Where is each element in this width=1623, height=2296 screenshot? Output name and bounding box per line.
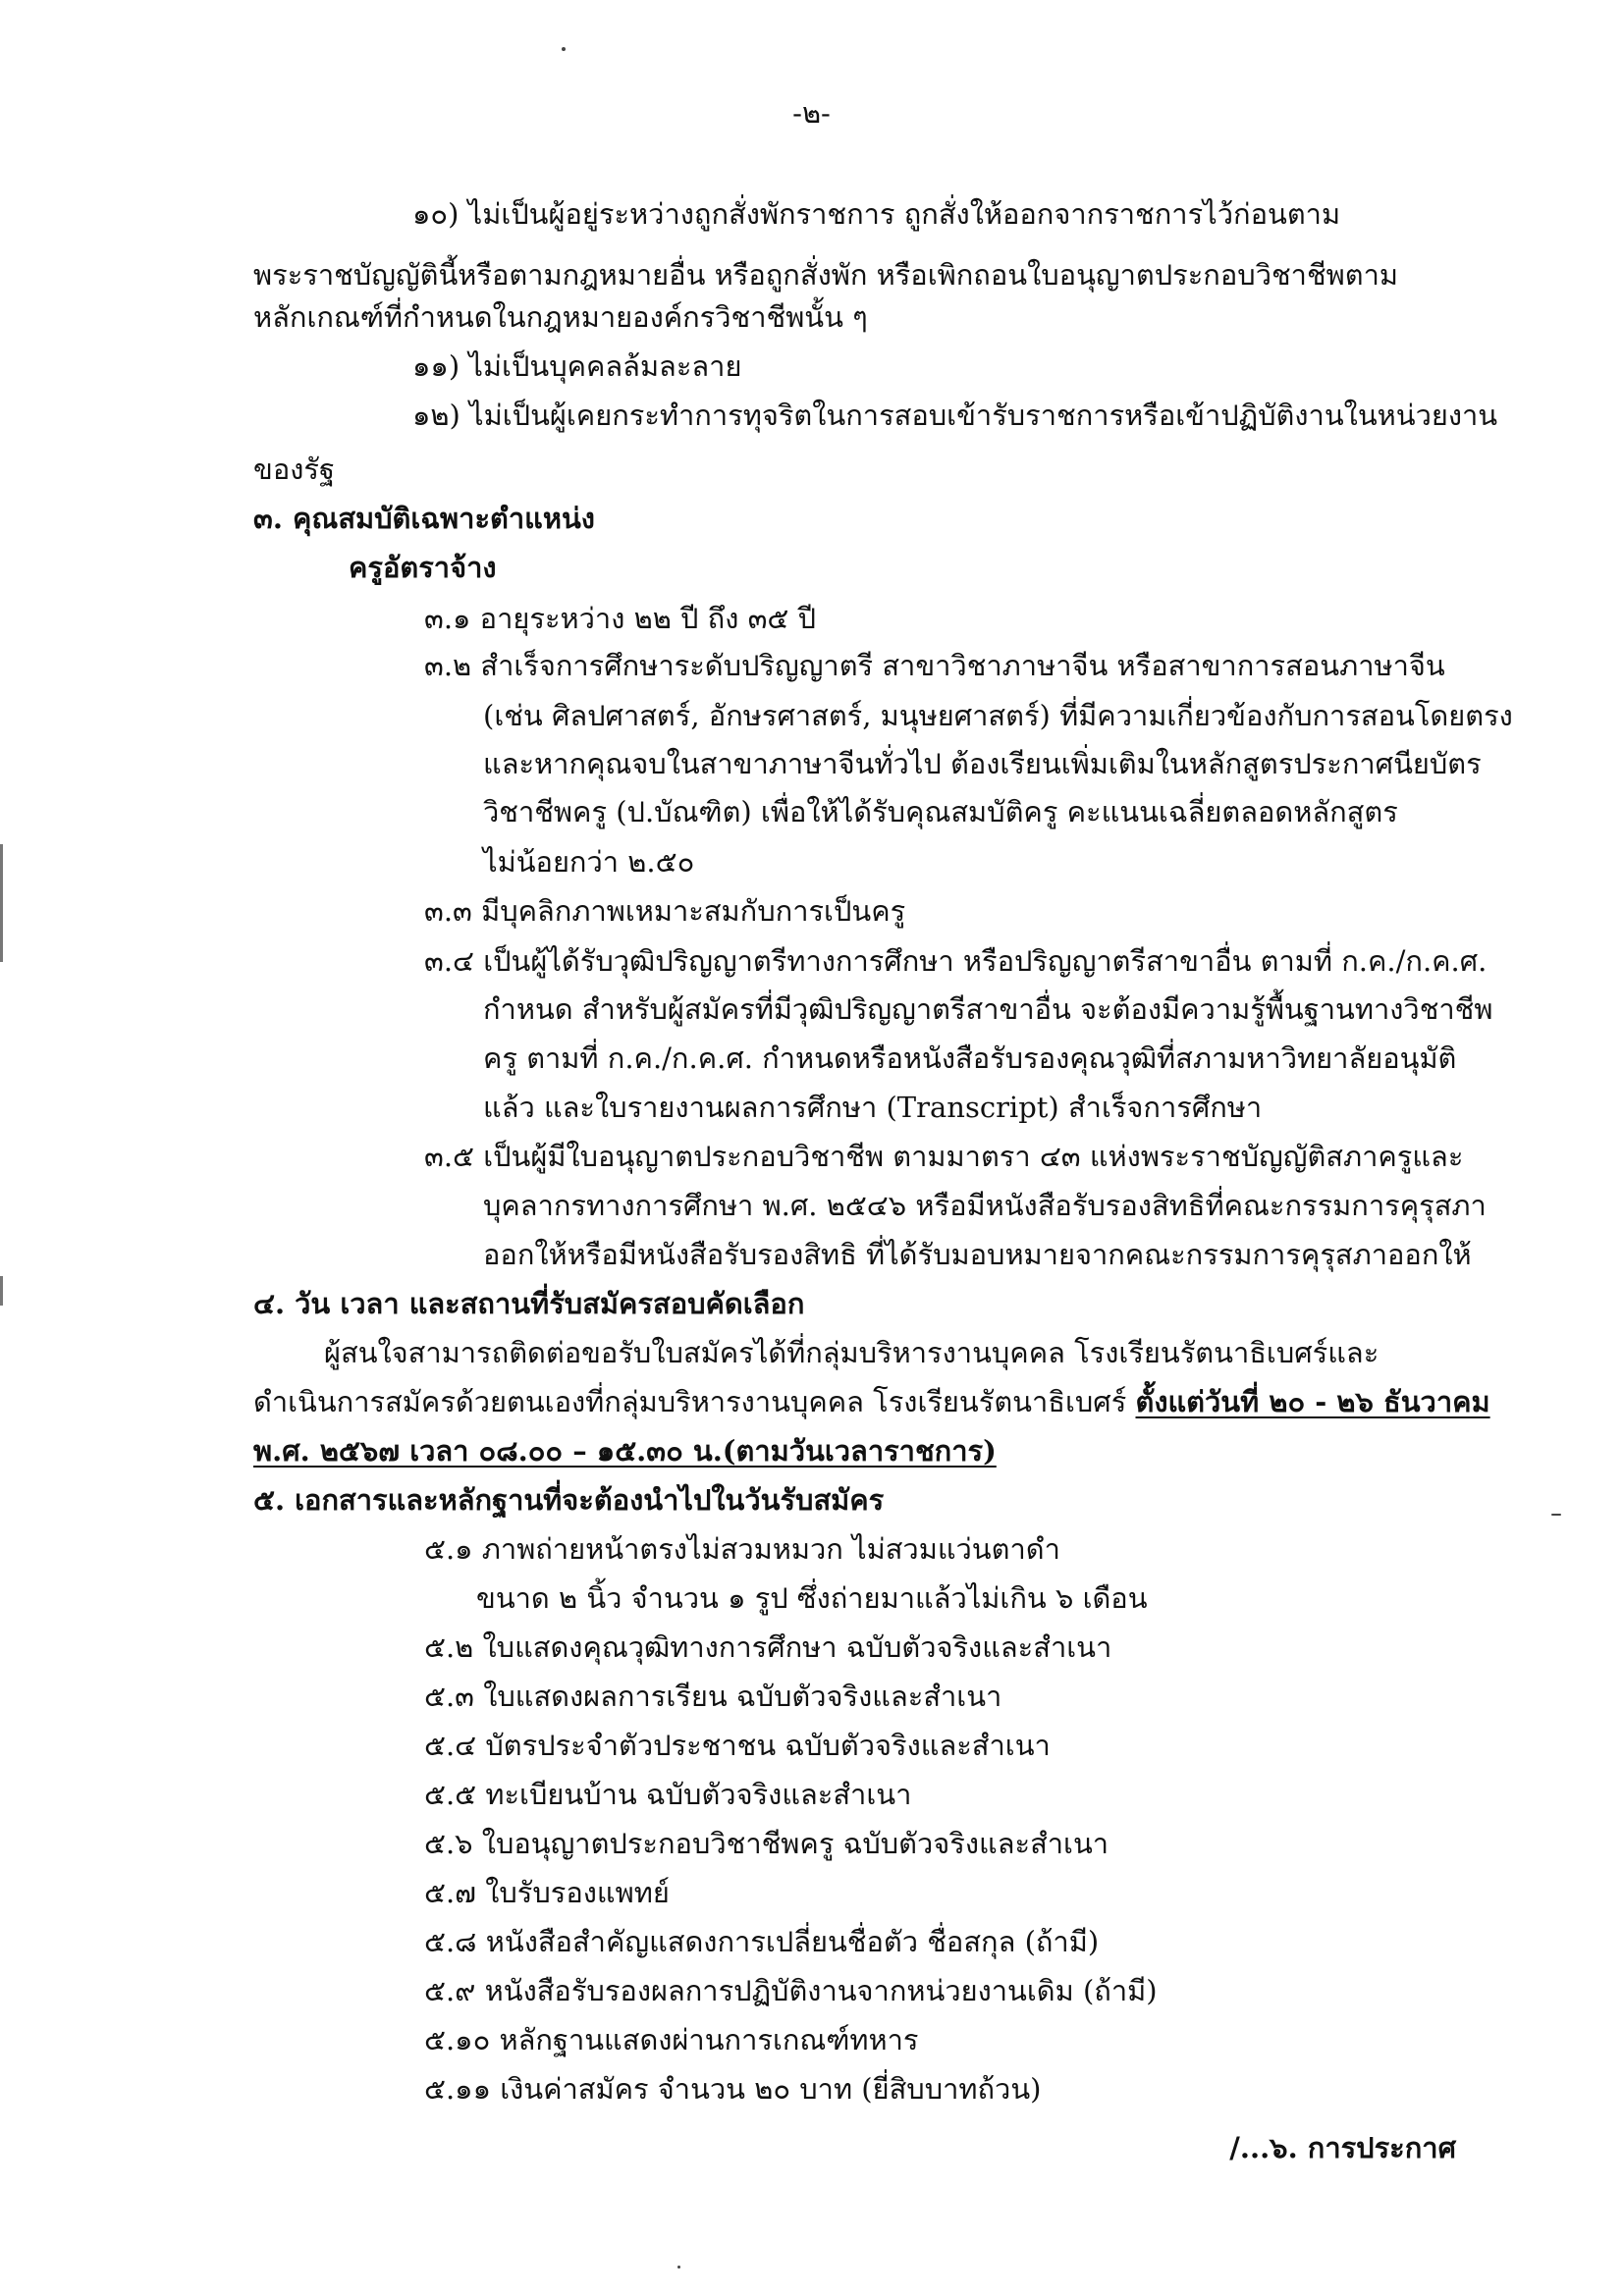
section-4-line-2-text: ดำเนินการสมัครด้วยตนเองที่กลุ่มบริหารงานบุคคล โรงเรียนรัตนาธิเบศร์ [253,1385,1136,1418]
item-5-9: ๕.๙ หนังสือรับรองผลการปฏิบัติงานจากหน่วยงานเดิม (ถ้ามี) [424,1974,1158,2007]
scan-speck [677,2266,680,2269]
item-11: ๑๑) ไม่เป็นบุคคลล้มละลาย [412,349,742,383]
scan-speck [1551,1514,1561,1516]
item-12-line-2: ของรัฐ [253,453,335,486]
item-10-line-1: ๑๐) ไม่เป็นผู้อยู่ระหว่างถูกสั่งพักราชการ ถูกสั่งให้ออกจากราชการไว้ก่อนตาม [412,197,1341,231]
item-5-5: ๕.๕ ทะเบียนบ้าน ฉบับตัวจริงและสำเนา [424,1778,912,1811]
item-3-4-line-1: ๓.๔ เป็นผู้ได้รับวุฒิปริญญาตรีทางการศึกษา หรือปริญญาตรีสาขาอื่น ตามที่ ก.ค./ก.ค.ศ. [424,944,1488,978]
scan-edge-mark [0,844,3,962]
item-3-5-line-2: บุคลากรทางการศึกษา พ.ศ. ๒๕๔๖ หรือมีหนังสือรับรองสิทธิที่คณะกรรมการคุรุสภา [483,1189,1487,1222]
application-time: พ.ศ. ๒๕๖๗ เวลา ๐๘.๐๐ – ๑๕.๓๐ น.(ตามวันเวลาราชการ) [253,1434,997,1468]
scan-speck [562,47,566,51]
item-3-2-line-4: วิชาชีพครู (ป.บัณฑิต) เพื่อให้ได้รับคุณสมบัติครู คะแนนเฉลี่ยตลอดหลักสูตร [483,795,1398,828]
item-10-line-3: หลักเกณฑ์ที่กำหนดในกฎหมายองค์กรวิชาชีพนั้น ๆ [253,300,868,334]
item-5-3: ๕.๓ ใบแสดงผลการเรียน ฉบับตัวจริงและสำเนา [424,1680,1002,1713]
item-5-6: ๕.๖ ใบอนุญาตประกอบวิชาชีพครู ฉบับตัวจริงและสำเนา [424,1827,1109,1860]
page-number: -๒- [792,96,831,130]
continuation-note: /...๖. การประกาศ [1229,2131,1456,2164]
item-5-8: ๕.๘ หนังสือสำคัญแสดงการเปลี่ยนชื่อตัว ชื่อสกุล (ถ้ามี) [424,1925,1100,1958]
item-3-2-line-1: ๓.๒ สำเร็จการศึกษาระดับปริญญาตรี สาขาวิชาภาษาจีน หรือสาขาการสอนภาษาจีน [424,649,1445,682]
item-5-2: ๕.๒ ใบแสดงคุณวุฒิทางการศึกษา ฉบับตัวจริงและสำเนา [424,1630,1112,1664]
section-5-heading: ๕. เอกสารและหลักฐานที่จะต้องนำไปในวันรับสมัคร [253,1483,885,1517]
section-3-heading: ๓. คุณสมบัติเฉพาะตำแหน่ง [253,502,595,535]
item-3-5-line-3: ออกให้หรือมีหนังสือรับรองสิทธิ ที่ได้รับมอบหมายจากคณะกรรมการคุรุสภาออกให้ [483,1238,1472,1271]
item-3-2-line-2: (เช่น ศิลปศาสตร์, อักษรศาสตร์, มนุษยศาสตร์) ที่มีความเกี่ยวข้องกับการสอนโดยตรง [483,699,1513,732]
item-3-3: ๓.๓ มีบุคลิกภาพเหมาะสมกับการเป็นครู [424,894,906,928]
item-5-4: ๕.๔ บัตรประจำตัวประชาชน ฉบับตัวจริงและสำเนา [424,1729,1051,1762]
item-12-line-1: ๑๒) ไม่เป็นผู้เคยกระทำการทุจริตในการสอบเข้ารับราชการหรือเข้าปฏิบัติงานในหน่วยงาน [412,399,1498,432]
item-3-5-line-1: ๓.๕ เป็นผู้มีใบอนุญาตประกอบวิชาชีพ ตามมาตรา ๔๓ แห่งพระราชบัญญัติสภาครูและ [424,1140,1464,1173]
scan-edge-mark [0,1276,3,1306]
item-3-2-line-3: และหากคุณจบในสาขาภาษาจีนทั่วไป ต้องเรียนเพิ่มเติมในหลักสูตรประกาศนียบัตร [483,747,1482,780]
item-3-4-line-2: กำหนด สำหรับผู้สมัครที่มีวุฒิปริญญาตรีสาขาอื่น จะต้องมีความรู้พื้นฐานทางวิชาชีพ [483,992,1493,1026]
section-4-line-1: ผู้สนใจสามารถติดต่อขอรับใบสมัครได้ที่กลุ่มบริหารงานบุคคล โรงเรียนรัตนาธิเบศร์และ [324,1336,1380,1369]
item-10-line-2: พระราชบัญญัตินี้หรือตามกฎหมายอื่น หรือถูกสั่งพัก หรือเพิกถอนใบอนุญาตประกอบวิชาชีพตาม [253,258,1398,292]
item-5-1-line-2: ขนาด ๒ นิ้ว จำนวน ๑ รูป ซึ่งถ่ายมาแล้วไม่เกิน ๖ เดือน [476,1581,1148,1615]
item-5-10: ๕.๑๐ หลักฐานแสดงผ่านการเกณฑ์ทหาร [424,2023,919,2056]
section-3-subheading: ครูอัตราจ้าง [349,551,497,584]
application-dates: ตั้งแต่วันที่ ๒๐ - ๒๖ ธันวาคม [1135,1385,1490,1418]
item-3-2-line-5: ไม่น้อยกว่า ๒.๕๐ [483,845,695,879]
item-5-1-line-1: ๕.๑ ภาพถ่ายหน้าตรงไม่สวมหมวก ไม่สวมแว่นตาดำ [424,1532,1060,1566]
section-4-line-2 [253,1382,1490,1421]
section-4-heading: ๔. วัน เวลา และสถานที่รับสมัครสอบคัดเลือก [253,1287,805,1320]
item-3-1: ๓.๑ อายุระหว่าง ๒๒ ปี ถึง ๓๕ ปี [424,602,816,635]
item-3-4-line-4: แล้ว และใบรายงานผลการศึกษา (Transcript) สำเร็จการศึกษา [483,1091,1263,1124]
item-5-11: ๕.๑๑ เงินค่าสมัคร จำนวน ๒๐ บาท (ยี่สิบบาทถ้วน) [424,2072,1042,2106]
item-3-4-line-3: ครู ตามที่ ก.ค./ก.ค.ศ. กำหนดหรือหนังสือรับรองคุณวุฒิที่สภามหาวิทยาลัยอนุมัติ [483,1041,1457,1075]
item-5-7: ๕.๗ ใบรับรองแพทย์ [424,1876,670,1909]
